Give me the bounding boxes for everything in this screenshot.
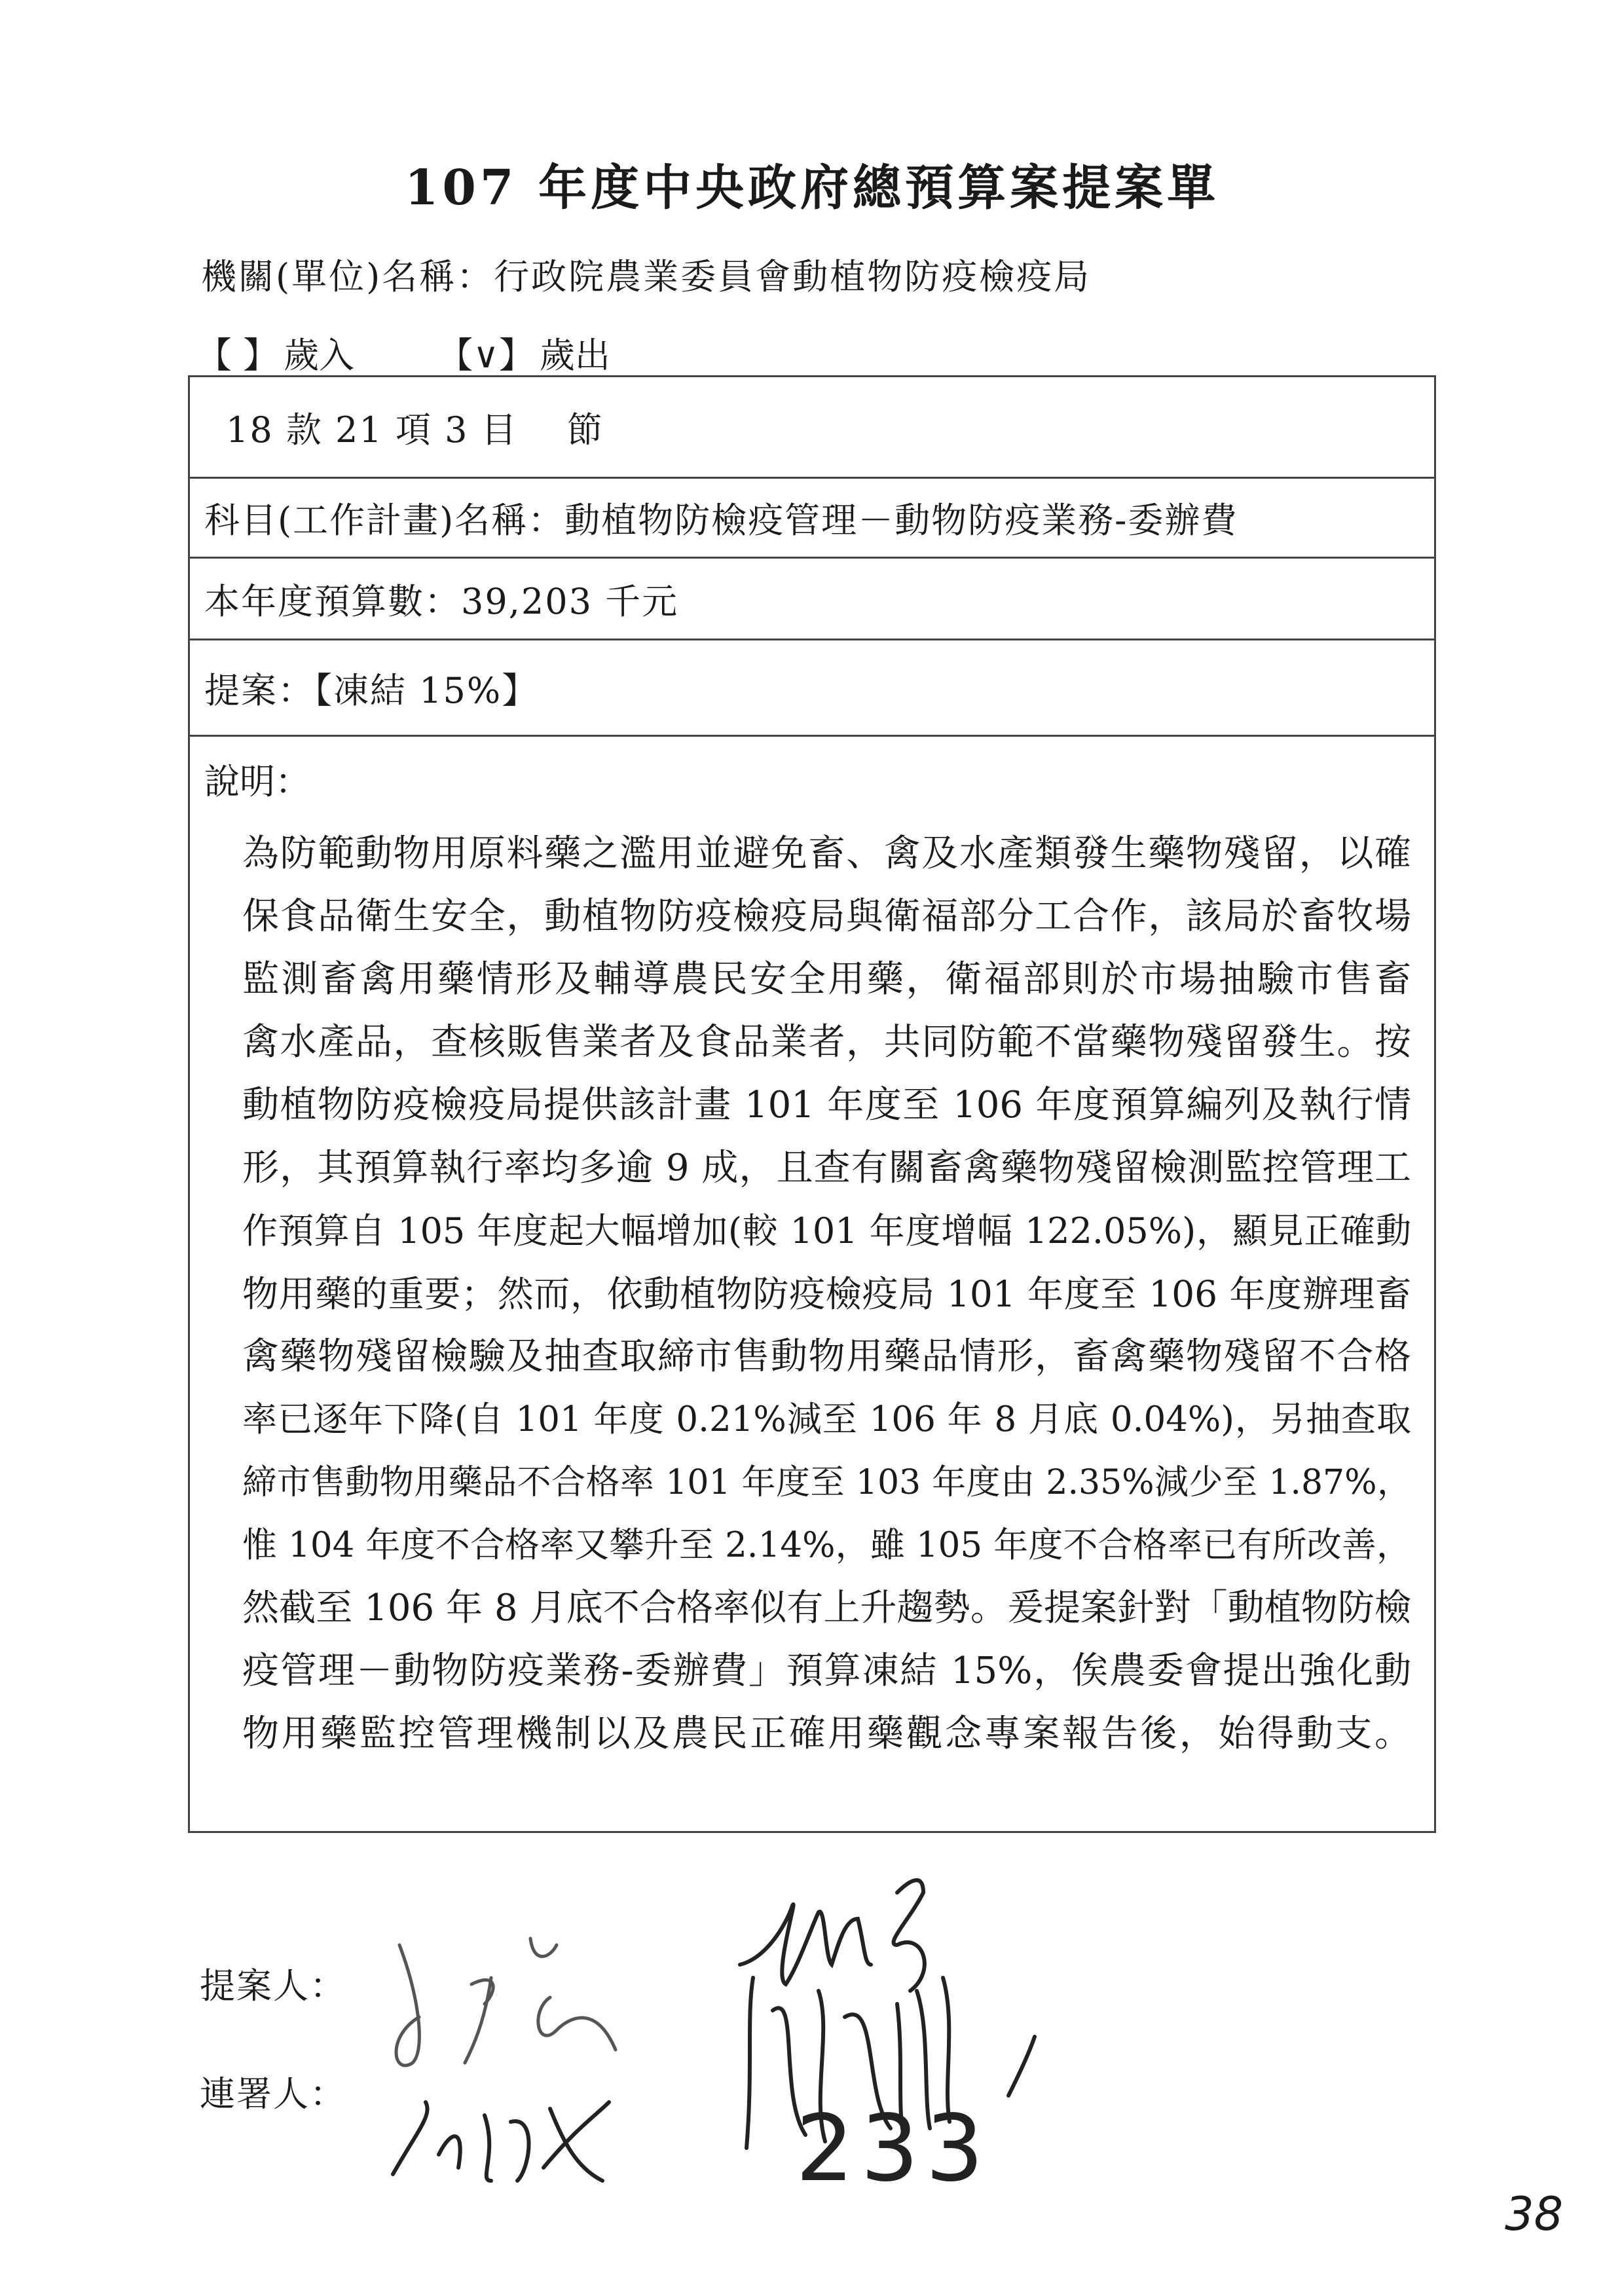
explanation-line: 禽藥物殘留檢驗及抽查取締市售動物用藥品情形，畜禽藥物殘留不合格 bbox=[242, 1335, 1411, 1378]
cosigner-signature-3 bbox=[380, 2089, 674, 2194]
explanation-line: 禽水產品，查核販售業者及食品業者，共同防範不當藥物殘留發生。按 bbox=[242, 1021, 1411, 1064]
agency-label: 機關(單位)名稱： bbox=[201, 256, 494, 297]
budget-row bbox=[190, 559, 1434, 640]
classification-text: 18 款 21 項 3 目 節 bbox=[226, 409, 604, 451]
proposal-text: 提案：【凍結 15%】 bbox=[204, 669, 539, 711]
proposer-label: 提案人： bbox=[200, 1965, 346, 2007]
agency-line bbox=[201, 249, 1091, 299]
explanation-line: 惟 104 年度不合格率又攀升至 2.14%，雖 105 年度不合格率已有所改善， bbox=[242, 1525, 1411, 1565]
subject-text: 科目(工作計畫)名稱：動植物防檢疫管理－動物防疫業務-委辦費 bbox=[204, 500, 1238, 541]
explanation-line: 物用藥監控管理機制以及農民正確用藥觀念專案報告後，始得動支。 bbox=[242, 1713, 1411, 1755]
subject-row bbox=[190, 479, 1434, 559]
explanation-line: 率已逐年下降(自 101 年度 0.21%減至 106 年 8 月底 0.04%)，另抽查取 bbox=[242, 1399, 1411, 1439]
proposer-signature bbox=[373, 1919, 688, 2089]
explanation-line: 物用藥的重要；然而，依動植物防疫檢疫局 101 年度至 106 年度辦理畜 bbox=[242, 1273, 1411, 1315]
explanation-line: 然截至 106 年 8 月底不合格率似有上升趨勢。爰提案針對「動植物防檢 bbox=[242, 1587, 1411, 1629]
revenue-checkbox[interactable]: 【 】 bbox=[196, 335, 279, 376]
expenditure-checkbox[interactable]: 【∨】 bbox=[437, 335, 534, 376]
explanation-line: 動植物防疫檢疫局提供該計畫 101 年度至 106 年度預算編列及執行情 bbox=[242, 1084, 1411, 1126]
proposal-row bbox=[190, 640, 1434, 737]
explanation-body bbox=[242, 823, 1411, 1766]
revenue-expenditure-selector bbox=[196, 327, 616, 378]
explanation-line: 形，其預算執行率均多逾 9 成，且查有關畜禽藥物殘留檢測監控管理工 bbox=[242, 1147, 1411, 1189]
explanation-line: 監測畜禽用藥情形及輔導農民安全用藥，衛福部則於市場抽驗市售畜 bbox=[242, 958, 1411, 1001]
explanation-label: 說明： bbox=[204, 761, 310, 802]
explanation-line: 疫管理－動物防疫業務-委辦費」預算凍結 15%，俟農委會提出強化動 bbox=[242, 1650, 1411, 1692]
handwritten-number: 233 bbox=[796, 2096, 991, 2202]
explanation-line: 締市售動物用藥品不合格率 101 年度至 103 年度由 2.35%減少至 1.87%， bbox=[242, 1463, 1411, 1502]
expenditure-label: 歲出 bbox=[539, 335, 610, 376]
cosigner-label: 連署人： bbox=[200, 2073, 346, 2115]
page-number: 38 bbox=[1505, 2187, 1564, 2241]
revenue-label: 歲入 bbox=[284, 335, 355, 376]
classification-row bbox=[190, 377, 1434, 479]
explanation-line: 作預算自 105 年度起大幅增加(較 101 年度增幅 122.05%)，顯見正確動 bbox=[242, 1210, 1411, 1251]
explanation-line: 保食品衛生安全，動植物防疫檢疫局與衛福部分工合作，該局於畜牧場 bbox=[242, 895, 1411, 938]
agency-name: 行政院農業委員會動植物防疫檢疫局 bbox=[494, 256, 1092, 297]
page-title: 107 年度中央政府總預算案提案單 bbox=[404, 160, 1220, 216]
budget-text: 本年度預算數：39,203 千元 bbox=[204, 580, 679, 622]
explanation-line: 為防範動物用原料藥之濫用並避免畜、禽及水產類發生藥物殘留，以確 bbox=[242, 832, 1411, 875]
proposal-table bbox=[188, 375, 1436, 1833]
